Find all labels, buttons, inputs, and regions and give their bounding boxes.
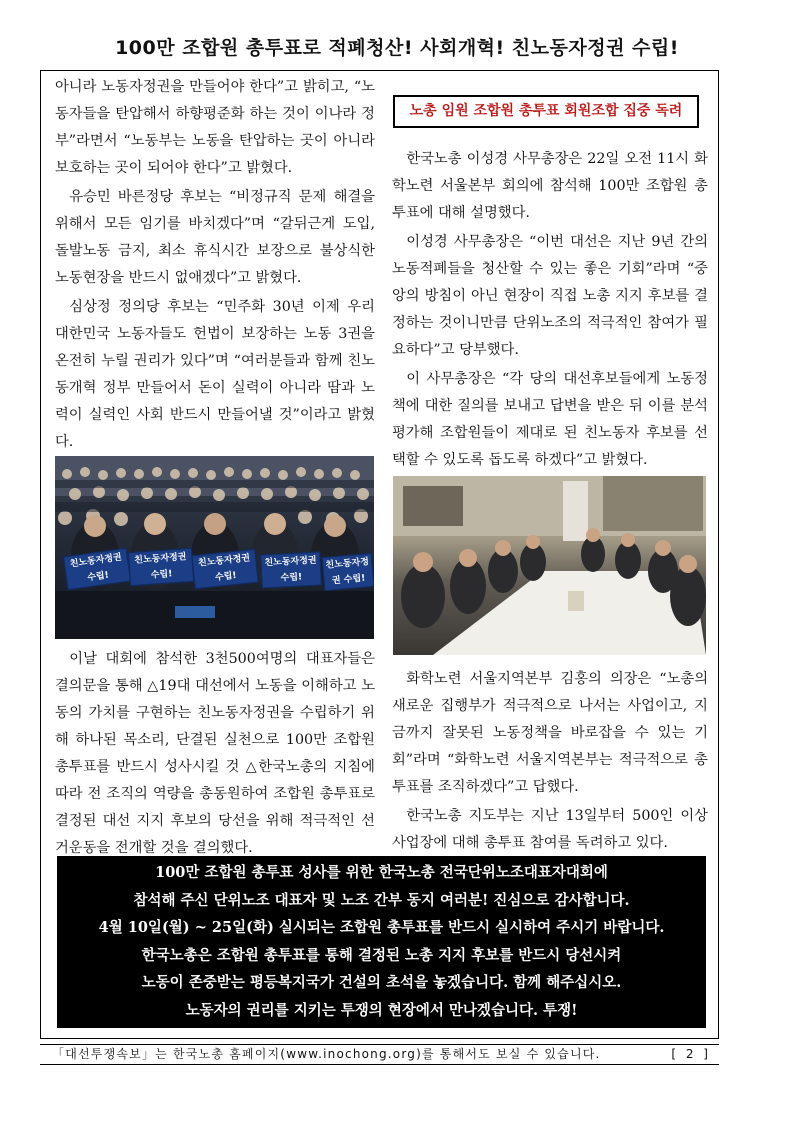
paragraph: 심상정 정의당 후보는 “민주화 30년 이제 우리 대한민국 노동자들도 헌법이 보장하는 노동 3권을 온전히 누릴 권리가 있다”며 “여러분들과 함께 친노동개혁 정부 만들어서 돈이 실력이 아니라 땀과 노력이 실력인 사회 반드시 만들어낼 것”이라고 밝혔다. — [55, 299, 375, 450]
paragraph: 이 사무총장은 “각 당의 대선후보들에게 노동정책에 대한 질의를 보내고 답변을 받은 뒤 이를 분석 평가해 조합원들이 제대로 된 친노동자 후보를 선택할 수 있도록 돕도록 하겠다”고 밝혔다. — [392, 371, 708, 468]
page-number: [ 2 ] — [671, 1047, 711, 1061]
right-column-bottom — [392, 666, 708, 857]
rally-banner: 친노동자정권 수립! — [322, 553, 374, 591]
paragraph: 한국노총 지도부는 지난 13일부터 500인 이상 사업장에 대해 총투표 참여를 독려하고 있다. — [392, 808, 708, 851]
notice-line: 100만 조합원 총투표 성사를 위한 한국노총 전국단위노조대표자대회에 — [155, 864, 608, 881]
rally-banner: 친노동자정권 수립! — [260, 551, 322, 588]
rally-banner: 친노동자정권 수립! — [63, 548, 131, 591]
meeting-photo-icon — [393, 476, 706, 655]
rally-photo — [55, 456, 374, 639]
left-column-top — [55, 74, 375, 456]
rally-photo-icon — [55, 456, 374, 639]
notice-line: 한국노총은 조합원 총투표를 통해 결정된 노총 지지 후보를 반드시 당선시켜 — [141, 946, 622, 964]
notice-box — [57, 856, 706, 1028]
right-column-top — [392, 146, 708, 474]
notice-line: 노동자의 권리를 지키는 투쟁의 현장에서 만나겠습니다. 투쟁! — [185, 1001, 578, 1019]
paragraph: 이성경 사무총장은 “이번 대선은 지난 9년 간의 노동적폐들을 청산할 수 있는 좋은 기회”라며 “중앙의 방침이 아닌 현장이 직접 노총 지지 후보를 결정하는 것이니만큼 단위노조의 적극적인 참여가 필요하다”고 당부했다. — [392, 234, 708, 358]
page-title: 100만 조합원 총투표로 적폐청산! 사회개혁! 친노동자정권 수립! — [115, 37, 679, 59]
paragraph: 유승민 바른정당 후보는 “비정규직 문제 해결을 위해서 모든 임기를 바치겠다”며 “갈뒤근게 도입, 돌발노동 금지, 최소 휴식시간 보장으로 불상식한 노동현장을 반드시 없애겠다”고 밝혔다. — [55, 189, 375, 286]
rally-banner: 친노동자정권 수립! — [191, 549, 258, 590]
paragraph: 한국노총 이성경 사무총장은 22일 오전 11시 화학노련 서울본부 회의에 참석해 100만 조합원 총투표에 대해 설명했다. — [392, 151, 708, 221]
meeting-photo — [393, 476, 706, 655]
notice-line: 노동이 존중받는 평등복지국가 건설의 초석을 놓겠습니다. 함께 해주십시오. — [141, 974, 622, 991]
footer — [40, 1044, 719, 1065]
paragraph: 아니라 노동자정권을 만들어야 한다”고 밝히고, “노동자들을 탄압해서 하향평준화 하는 것이 이나라 정부”라면서 “노동부는 노동을 탄압하는 곳이 아니라 보호하는 곳이 되어야 한다”고 밝혔다. — [55, 79, 375, 176]
notice-line: 4월 10일(월) ~ 25일(화) 실시되는 조합원 총투표를 반드시 실시하여 주시기 바랍니다. — [98, 919, 665, 936]
section-heading: 노총 임원 조합원 총투표 회원조합 집중 독려 — [393, 95, 699, 128]
notice-line: 참석해 주신 단위노조 대표자 및 노조 간부 동지 여러분! 진심으로 감사합니다. — [133, 891, 630, 909]
left-column-bottom — [55, 646, 375, 862]
footer-text: 「대선투쟁속보」는 한국노총 홈페이지(www.inochong.org)를 통해서도 보실 수 있습니다. — [52, 1047, 601, 1061]
rally-banner: 친노동자정권 수립! — [128, 548, 194, 586]
paragraph: 화학노련 서울지역본부 김홍의 의장은 “노총의 새로운 집행부가 적극적으로 나서는 사업이고, 지금까지 잘못된 노동정책을 바로잡을 수 있는 기회”라며 “화학노련 서울지역본부는 적극적으로 총투표를 조직하겠다”고 답했다. — [392, 671, 708, 795]
paragraph: 이날 대회에 참석한 3천500여명의 대표자들은 결의문을 통해 △19대 대선에서 노동을 이해하고 노동의 가치를 구현하는 친노동자정권을 수립하기 위해 하나된 목소리, 단결된 실천으로 100만 조합원 총투표를 반드시 성사시킬 것 △한국노총의 지침에 따라 전 조직의 역량을 총동원하여 조합원 총투표로 결정된 대선 지지 후보의 당선을 위해 적극적인 선거운동을 전개할 것을 결의했다. — [55, 651, 375, 856]
